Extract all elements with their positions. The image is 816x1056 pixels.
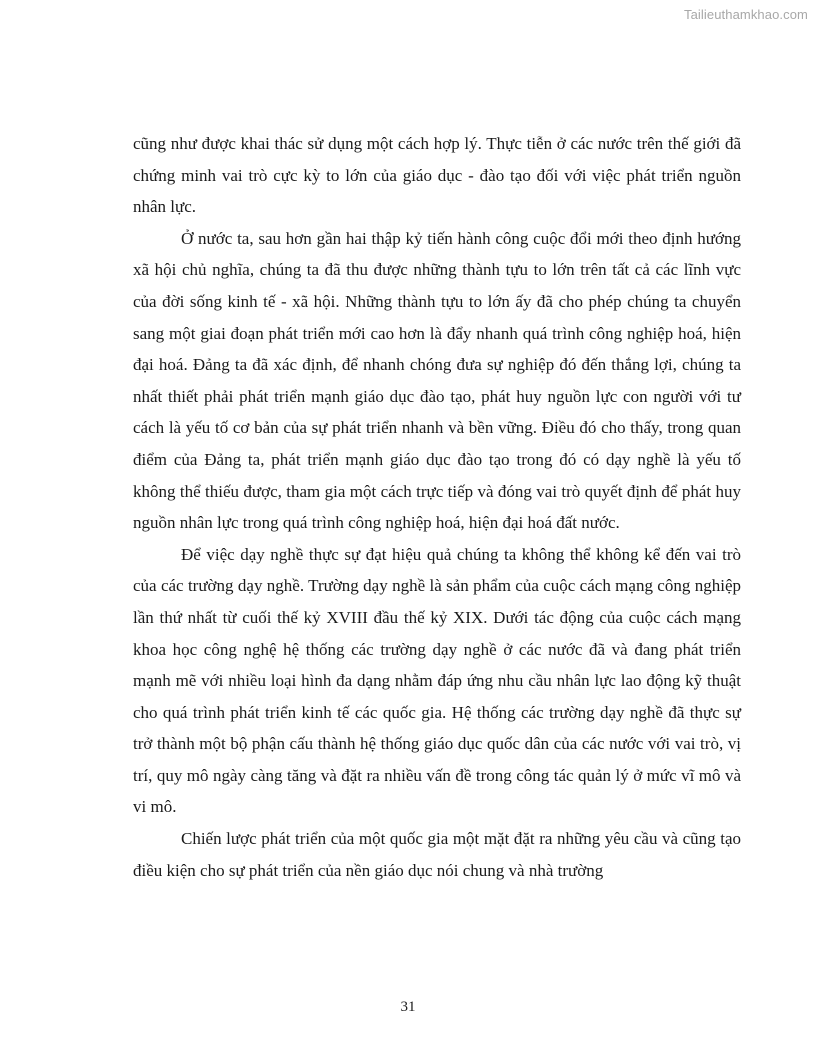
page-number: 31 (400, 999, 416, 1015)
paragraph-2: Ở nước ta, sau hơn gần hai thập kỷ tiến hành công cuộc đổi mới theo định hướng xã hội chủ nghĩa, chúng ta đã thu được những thành tựu to lớn trên tất cả các lĩnh vực của đời sống kinh tế - xã hội. Những thành tựu to lớn ấy đã cho phép chúng ta chuyển sang một giai đoạn phát triển mới cao hơn là đẩy nhanh quá trình công nghiệp hoá, hiện đại hoá. Đảng ta đã xác định, để nhanh chóng đưa sự nghiệp đó đến thắng lợi, chúng ta nhất thiết phải phát triển mạnh giáo dục đào tạo, phát huy nguồn lực con người với tư cách là yếu tố cơ bản của sự phát triển nhanh và bền vững. Điều đó cho thấy, trong quan điểm của Đảng ta, phát triển mạnh giáo dục đào tạo trong đó có dạy nghề là yếu tố không thể thiếu được, tham gia một cách trực tiếp và đóng vai trò quyết định để phát huy nguồn nhân lực trong quá trình công nghiệp hoá, hiện đại hoá đất nước. (133, 228, 741, 533)
paragraph-4: Chiến lược phát triển của một quốc gia một mặt đặt ra những yêu cầu và cũng tạo điều kiện cho sự phát triển của nền giáo dục nói chung và nhà trường (133, 829, 741, 880)
page-body (133, 128, 741, 886)
paragraph-1: cũng như được khai thác sử dụng một cách hợp lý. Thực tiễn ở các nước trên thế giới đã chứng minh vai trò cực kỳ to lớn của giáo dục - đào tạo đối với việc phát triển nguồn nhân lực. (133, 134, 741, 217)
watermark: Tailieuthamkhao.com (683, 7, 808, 22)
paragraph-3: Để việc dạy nghề thực sự đạt hiệu quả chúng ta không thể không kể đến vai trò của các trường dạy nghề. Trường dạy nghề là sản phẩm của cuộc cách mạng công nghiệp lần thứ nhất từ cuối thế kỷ XVIII đầu thế kỷ XIX. Dưới tác động của cuộc cách mạng khoa học công nghệ hệ thống các trường dạy nghề ở các nước đã và đang phát triển mạnh mẽ với nhiều loại hình đa dạng nhằm đáp ứng nhu cầu nhân lực lao động kỹ thuật cho quá trình phát triển kinh tế các quốc gia. Hệ thống các trường dạy nghề đã thực sự trở thành một bộ phận cấu thành hệ thống giáo dục quốc dân của các nước với vai trò, vị trí, quy mô ngày càng tăng và đặt ra nhiều vấn đề trong công tác quản lý ở mức vĩ mô và vi mô. (133, 544, 741, 817)
